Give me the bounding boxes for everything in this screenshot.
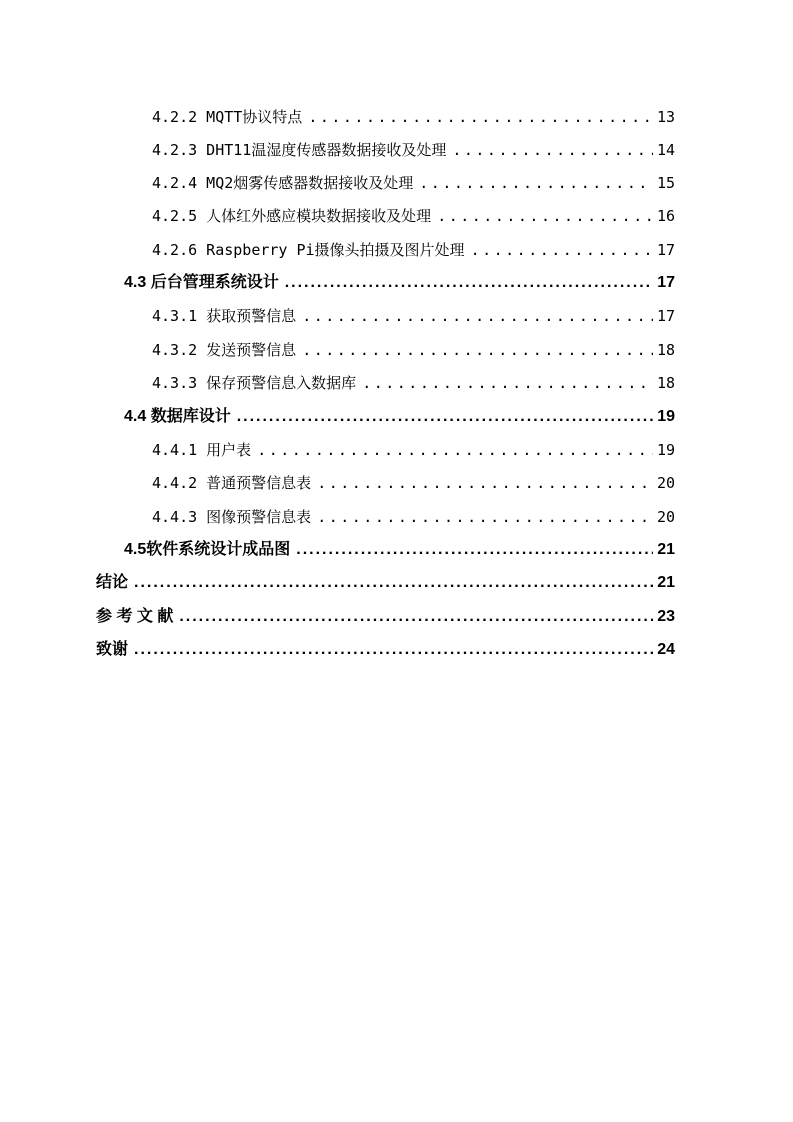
toc-entry-label: 4.2.4 MQ2烟雾传感器数据接收及处理 <box>152 174 414 192</box>
toc-entry-page: 17 <box>656 241 675 259</box>
toc-leader-dots <box>285 271 654 295</box>
toc-section[interactable] <box>124 271 675 295</box>
toc-leader-dots <box>419 171 653 195</box>
toc-entry-label: 4.2.5 人体红外感应模块数据接收及处理 <box>152 207 432 225</box>
toc-entry-page: 16 <box>656 207 675 225</box>
toc-entry-page: 14 <box>656 141 675 159</box>
toc-chapter[interactable] <box>96 571 675 595</box>
toc-entry[interactable] <box>152 204 675 228</box>
toc-entry-label: 4.4.3 图像预警信息表 <box>152 508 312 526</box>
toc-chapter-page: 21 <box>657 574 675 591</box>
toc-leader-dots <box>308 105 653 129</box>
toc-entry[interactable] <box>152 105 675 129</box>
toc-entry[interactable] <box>152 238 675 262</box>
toc-entry-page: 18 <box>656 374 675 392</box>
toc-entry-label: 4.3.2 发送预警信息 <box>152 341 297 359</box>
toc-leader-dots <box>179 605 653 629</box>
toc-leader-dots <box>296 538 653 562</box>
toc-chapter-label: 结论 <box>96 574 129 591</box>
toc-leader-dots <box>437 204 653 228</box>
toc-leader-dots <box>471 238 653 262</box>
toc-leader-dots <box>302 338 653 362</box>
toc-entry[interactable] <box>152 171 675 195</box>
toc-entry-page: 20 <box>656 508 675 526</box>
toc-leader-dots <box>452 138 653 162</box>
toc-section-page: 21 <box>657 541 675 558</box>
toc-entry-label: 4.2.3 DHT11温湿度传感器数据接收及处理 <box>152 141 447 159</box>
toc-entry-page: 19 <box>656 441 675 459</box>
toc-entry[interactable] <box>152 371 675 395</box>
toc-entry-page: 18 <box>656 341 675 359</box>
toc-entry[interactable] <box>152 505 675 529</box>
toc-entry-page: 13 <box>656 108 675 126</box>
toc-entry-label: 4.2.6 Raspberry Pi摄像头拍摄及图片处理 <box>152 241 465 259</box>
toc-entry-page: 15 <box>656 174 675 192</box>
toc-leader-dots <box>302 304 653 328</box>
toc-chapter-label: 致谢 <box>96 641 129 658</box>
toc-section-page: 19 <box>657 408 675 425</box>
toc-section-label: 4.4 数据库设计 <box>124 408 231 425</box>
toc-entry[interactable] <box>152 438 675 462</box>
toc-chapter-page: 24 <box>657 641 675 658</box>
toc-section[interactable] <box>124 405 675 429</box>
toc-entry-label: 4.4.2 普通预警信息表 <box>152 474 312 492</box>
toc-leader-dots <box>134 638 653 662</box>
toc-entry[interactable] <box>152 138 675 162</box>
toc-leader-dots <box>237 405 654 429</box>
toc-entry[interactable] <box>152 304 675 328</box>
toc-entry[interactable] <box>152 471 675 495</box>
toc-entry-label: 4.3.3 保存预警信息入数据库 <box>152 374 357 392</box>
toc-leader-dots <box>257 438 653 462</box>
toc-section-label: 4.5软件系统设计成品图 <box>124 541 291 558</box>
toc-chapter-page: 23 <box>657 608 675 625</box>
toc-leader-dots <box>317 471 653 495</box>
toc-entry-label: 4.4.1 用户表 <box>152 441 252 459</box>
toc-chapter[interactable] <box>96 605 675 629</box>
toc-chapter[interactable] <box>96 638 675 662</box>
toc-section-page: 17 <box>657 274 675 291</box>
toc-entry-label: 4.3.1 获取预警信息 <box>152 307 297 325</box>
toc-section[interactable] <box>124 538 675 562</box>
toc-section-label: 4.3 后台管理系统设计 <box>124 274 279 291</box>
toc-entry-page: 17 <box>656 307 675 325</box>
toc-leader-dots <box>134 571 653 595</box>
toc-chapter-label: 参 考 文 献 <box>96 608 174 625</box>
toc-leader-dots <box>362 371 653 395</box>
toc-leader-dots <box>317 505 653 529</box>
toc-entry-label: 4.2.2 MQTT协议特点 <box>152 108 303 126</box>
toc-entry[interactable] <box>152 338 675 362</box>
toc-entry-page: 20 <box>656 474 675 492</box>
